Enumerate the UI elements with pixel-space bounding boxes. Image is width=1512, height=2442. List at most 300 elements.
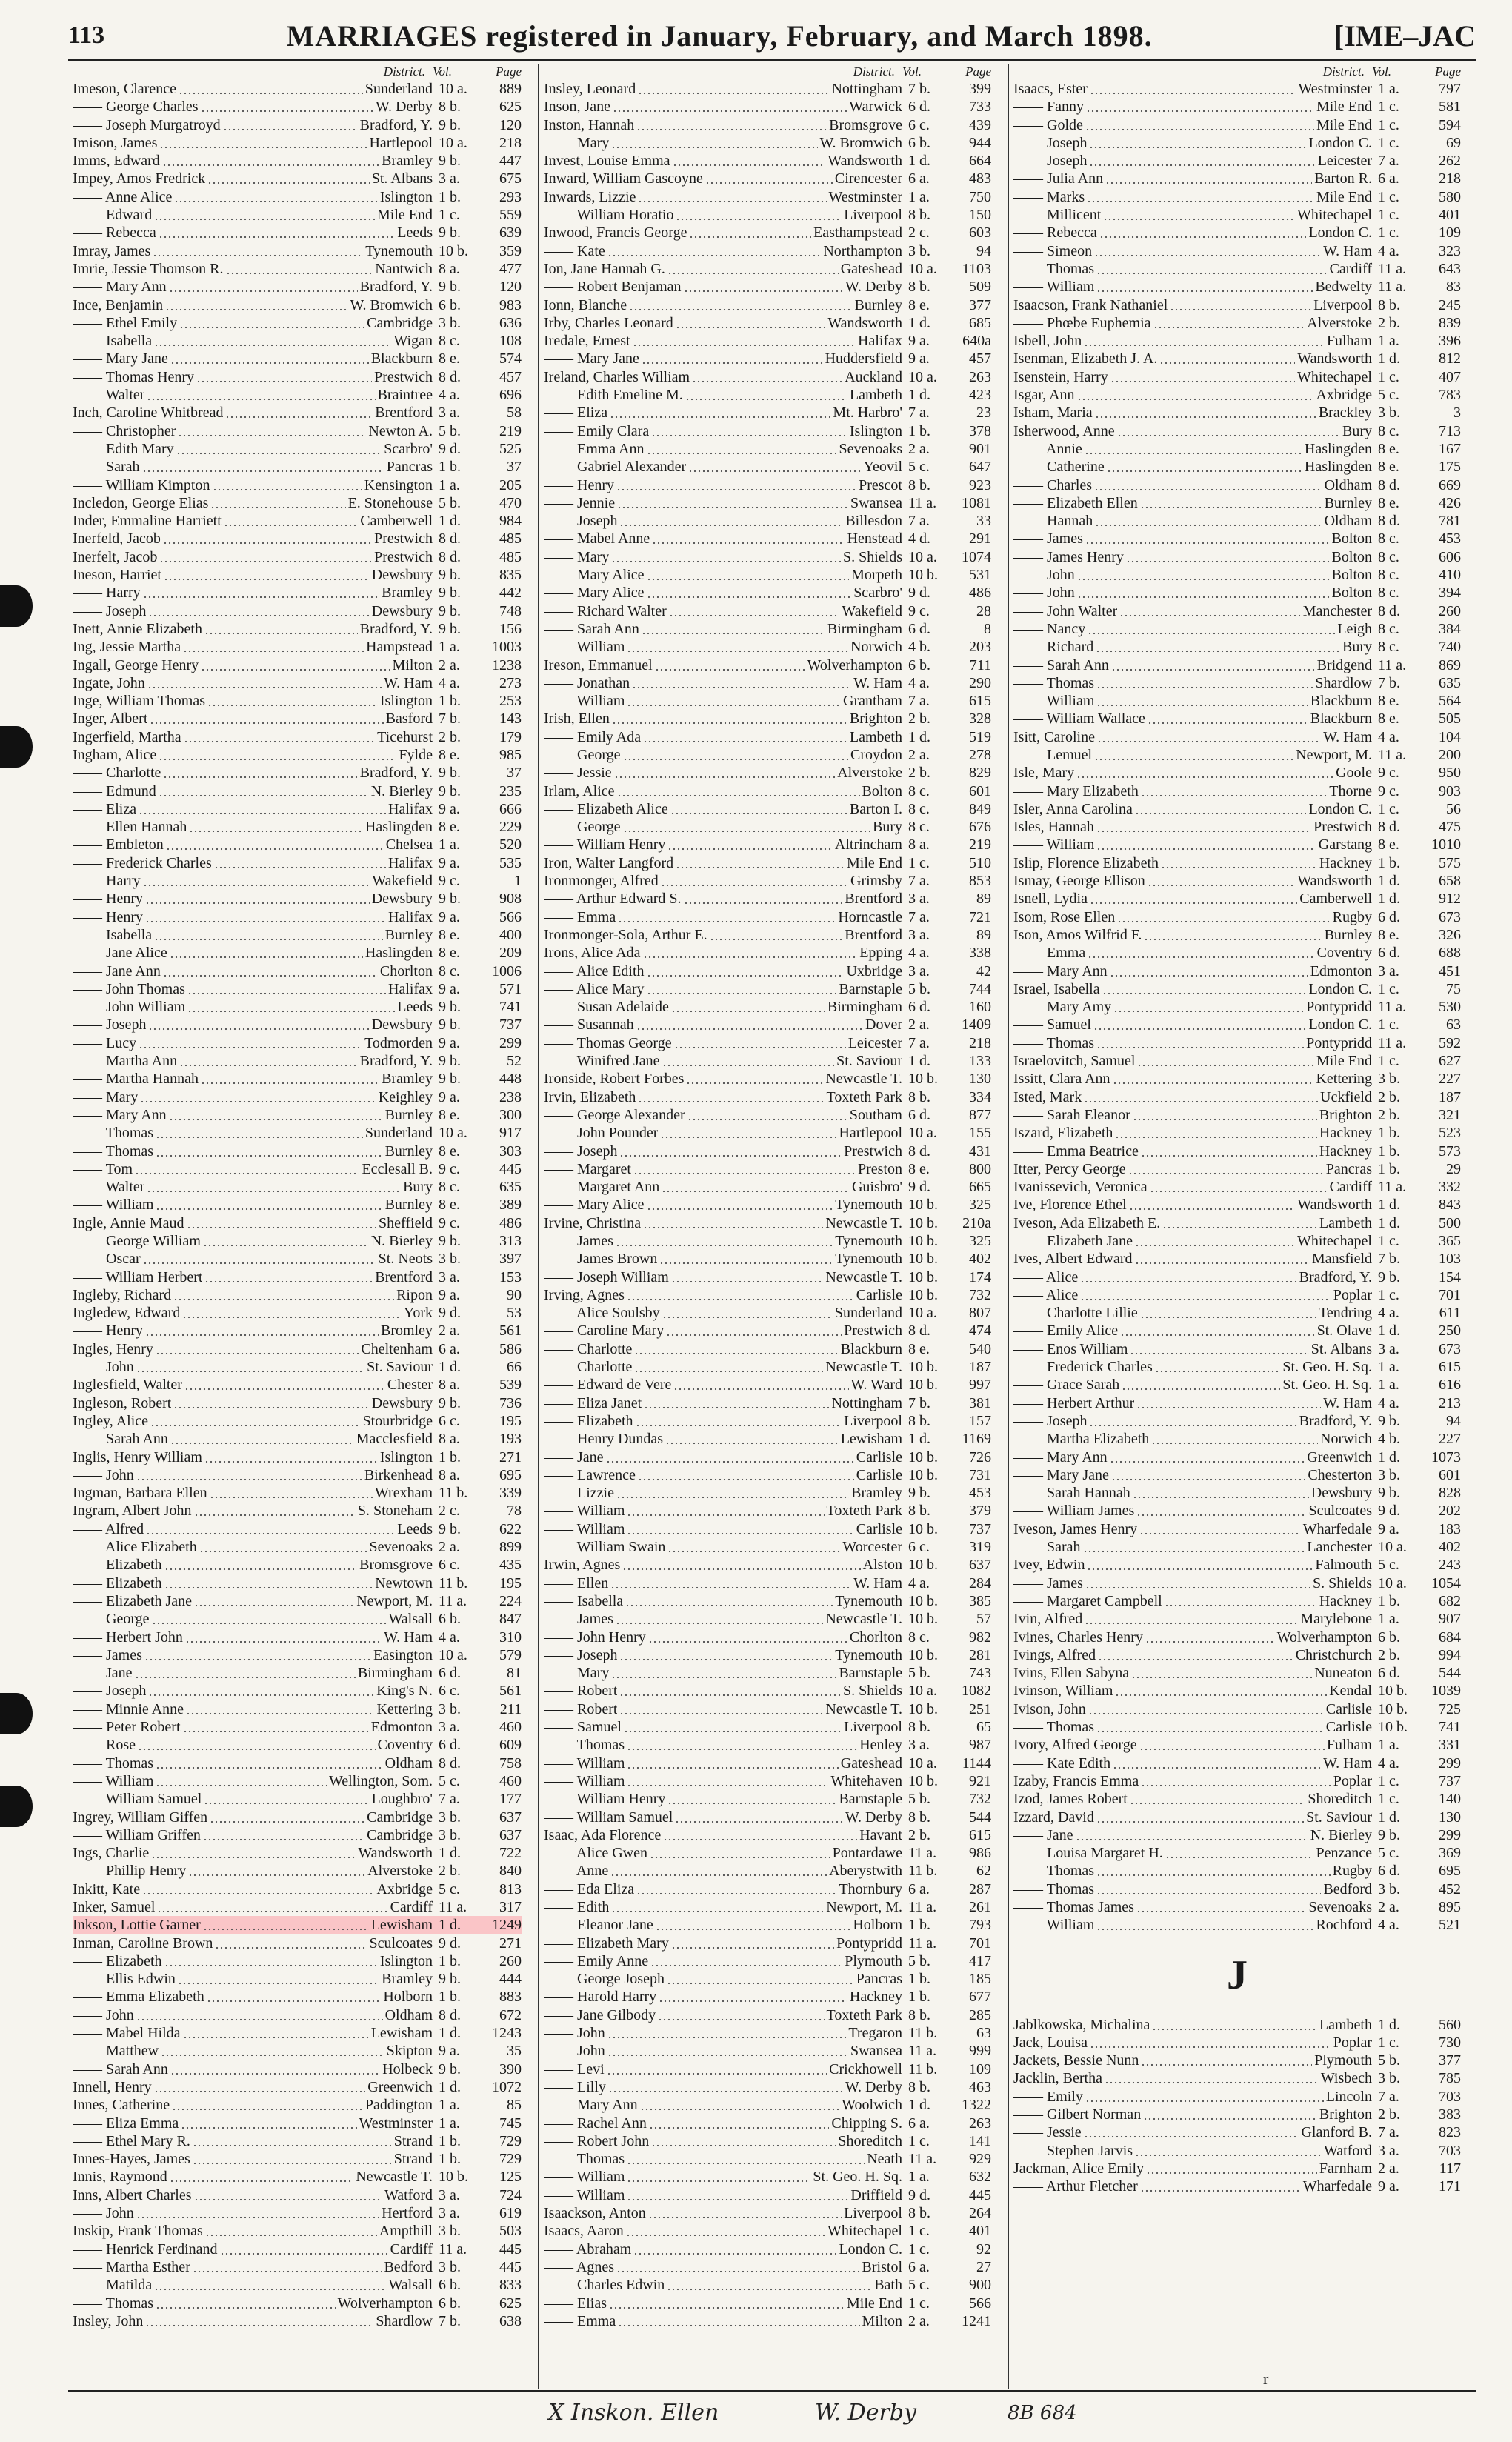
entry-volume: 1 d. [1378, 1214, 1400, 1231]
entry-page: 743 [969, 1665, 991, 1682]
page-number: 113 [68, 21, 105, 49]
entry-volume: 10 b. [908, 1520, 938, 1537]
entry-volume: 2 b. [908, 765, 930, 782]
entry-row [544, 890, 991, 908]
leader-dots [1113, 998, 1304, 1016]
entry-district: Cambridge [367, 1826, 433, 1843]
leader-dots [163, 530, 372, 548]
entry-district: Fulham [1326, 1737, 1372, 1754]
entry-name: —— Minnie Anne [73, 1700, 184, 1717]
entry-volume: 3 a. [439, 1268, 460, 1285]
entry-volume: 4 a. [439, 674, 460, 691]
entry-row [544, 224, 991, 242]
entry-page: 923 [969, 476, 991, 493]
leader-dots [159, 134, 367, 152]
entry-name: —— Alice Mary [544, 980, 645, 997]
entry-name: —— Thomas [1013, 260, 1095, 277]
entry-district: Birmingham [357, 1665, 433, 1682]
entry-volume: 3 b. [439, 1809, 461, 1826]
entry-district: York [403, 1305, 433, 1322]
entry-volume: 8 d. [439, 530, 461, 548]
entry-name: —— Levi [544, 2060, 605, 2077]
entry-name: —— Martha Elizabeth [1013, 1431, 1150, 1448]
entry-row [1013, 1736, 1461, 1754]
entry-page: 235 [499, 782, 522, 799]
entry-page: 684 [1439, 1628, 1461, 1646]
leader-dots [154, 926, 382, 944]
entry-row [73, 692, 522, 710]
entry-district: Auckland [845, 368, 902, 385]
entry-volume: 9 a. [439, 800, 460, 817]
entry-volume: 9 b. [439, 2060, 461, 2077]
entry-volume: 9 b. [439, 1520, 461, 1537]
entry-row [544, 1412, 991, 1430]
entry-name: —— William Kimpton [73, 476, 210, 493]
entry-volume: 6 c. [908, 116, 930, 133]
entry-row [1013, 170, 1461, 187]
entry-name: —— Mabel Anne [544, 530, 650, 548]
entry-list [1013, 80, 1461, 1934]
entry-name: Ivanissevich, Veronica [1013, 1179, 1148, 1196]
entry-row [73, 1484, 522, 1502]
entry-volume: 2 b. [1378, 314, 1400, 331]
entry-row [73, 908, 522, 926]
entry-page: 688 [1439, 945, 1461, 962]
entry-name: —— Emily [1013, 2088, 1083, 2105]
leader-dots [616, 1610, 823, 1628]
entry-page: 299 [499, 1034, 522, 1051]
entry-row [544, 1070, 991, 1088]
entry-district: Fylde [399, 746, 433, 763]
entry-page: 729 [499, 2132, 522, 2149]
entry-row [1013, 1412, 1461, 1430]
entry-row [73, 1124, 522, 1142]
entry-page: 1249 [492, 1917, 522, 1934]
entry-district: Brackley [1318, 405, 1372, 422]
entry-volume: 2 b. [439, 1863, 461, 1880]
entry-district: Hackney [849, 1989, 902, 2006]
page-heading: Page [1435, 64, 1461, 79]
leader-dots [154, 206, 375, 224]
entry-row [73, 836, 522, 854]
entry-district: Haslingden [364, 819, 433, 836]
leader-dots [675, 1809, 843, 1826]
entry-row [1013, 350, 1461, 367]
entry-page: 33 [976, 513, 991, 530]
entry-name: —— Eliza Emma [73, 2115, 179, 2132]
entry-volume: 3 b. [1378, 2070, 1400, 2087]
entry-name: Izod, James Robert [1013, 1791, 1128, 1808]
entry-page: 475 [1439, 819, 1461, 836]
entry-volume: 6 d. [1378, 1863, 1400, 1880]
entry-row [1013, 242, 1461, 260]
leader-dots [608, 2078, 843, 2096]
entry-volume: 10 b. [908, 1214, 938, 1231]
entry-row [1013, 1916, 1461, 1934]
entry-name: —— James [73, 1646, 142, 1663]
entry-district: Swansea [850, 494, 902, 511]
entry-name: Ironside, Robert Forbes [544, 1071, 685, 1088]
entry-volume: 3 b. [439, 1826, 461, 1843]
leader-dots [187, 1214, 377, 1232]
entry-district: Wolverhampton [807, 656, 902, 673]
leader-dots [1122, 1376, 1280, 1394]
entry-row [1013, 1682, 1461, 1700]
entry-row [73, 2042, 522, 2060]
entry-name: —— Elizabeth [73, 1574, 162, 1591]
entry-page: 56 [1446, 800, 1461, 817]
entry-name: Inker, Samuel [73, 1898, 156, 1915]
entry-district: Newcastle T. [825, 1700, 902, 1717]
entry-page: 732 [969, 1286, 991, 1303]
leader-dots [627, 2186, 848, 2204]
entry-volume: 9 b. [439, 765, 461, 782]
entry-name: —— William Samuel [544, 1809, 673, 1826]
entry-district: Hackney [1319, 1125, 1372, 1142]
leader-dots [170, 944, 363, 962]
entry-name: Ivinson, William [1013, 1683, 1113, 1700]
leader-dots [1085, 530, 1330, 548]
entry-name: —— Gabriel Alexander [544, 459, 687, 476]
entry-district: Kensington [364, 476, 433, 493]
leader-dots [610, 404, 830, 422]
leader-dots [1084, 332, 1325, 350]
entry-volume: 8 d. [908, 1323, 930, 1340]
entry-row [1013, 1520, 1461, 1538]
leader-dots [1159, 350, 1295, 367]
entry-volume: 9 b. [439, 1394, 461, 1411]
leader-dots [174, 188, 377, 206]
entry-volume: 8 c. [1378, 530, 1399, 548]
entry-volume: 2 a. [908, 440, 930, 457]
entry-row [1013, 746, 1461, 764]
entry-page: 423 [969, 387, 991, 404]
entry-page: 389 [499, 1197, 522, 1214]
entry-name: —— Charlotte [73, 765, 161, 782]
entry-page: 640a [962, 333, 991, 350]
entry-district: Ripon [396, 1286, 433, 1303]
entry-row [544, 1754, 991, 1772]
leader-dots [611, 1898, 824, 1916]
entry-district: Ticehurst [377, 728, 433, 745]
entry-volume: 8 d. [439, 2006, 461, 2023]
leader-dots [684, 890, 843, 908]
entry-name: Imison, James [73, 134, 158, 151]
entry-page: 615 [969, 1826, 991, 1843]
entry-district: Newcastle T. [825, 1214, 902, 1231]
entry-name: —— Golde [1013, 116, 1083, 133]
entry-district: Prescot [859, 476, 902, 493]
entry-page: 609 [499, 1737, 522, 1754]
entry-name: —— Nancy [1013, 620, 1086, 637]
column-header [1013, 64, 1461, 80]
entry-page: 695 [1439, 1863, 1461, 1880]
leader-dots [163, 962, 378, 980]
entry-name: —— Edward [73, 207, 153, 224]
entry-name: —— Rebecca [73, 224, 156, 242]
entry-volume: 8 d. [1378, 513, 1400, 530]
entry-volume: 3 a. [1378, 962, 1399, 979]
entry-district: Leicester [847, 1034, 902, 1051]
entry-row [544, 440, 991, 458]
entry-name: —— Emily Anne [544, 1952, 649, 1969]
entry-district: Islington [849, 422, 902, 439]
leader-dots [173, 1286, 394, 1304]
entry-volume: 9 b. [439, 1017, 461, 1034]
entry-district: Kendal [1329, 1683, 1372, 1700]
entry-page: 483 [969, 170, 991, 187]
entry-name: Innis, Raymond [73, 2169, 167, 2186]
entry-name: —— William Horatio [544, 207, 674, 224]
entry-volume: 2 a. [439, 1323, 460, 1340]
leader-dots [1117, 908, 1330, 926]
entry-name: —— Sarah Ann [73, 2060, 168, 2077]
entry-volume: 6 c. [439, 1683, 460, 1700]
leader-dots [205, 2222, 377, 2240]
entry-district: Cheltenham [361, 1340, 433, 1357]
entry-row [1013, 890, 1461, 908]
leader-dots [194, 1502, 356, 1520]
entry-row [1013, 206, 1461, 224]
entry-name: —— Jane [73, 1665, 133, 1682]
entry-district: Toxteth Park [826, 1088, 902, 1105]
entry-volume: 1 a. [1378, 81, 1399, 97]
entry-row [544, 1790, 991, 1808]
entry-district: Oldham [1324, 513, 1372, 530]
leader-dots [1096, 1718, 1324, 1736]
entry-name: —— Thomas [73, 1754, 154, 1771]
entry-row [544, 1394, 991, 1412]
leader-dots [146, 1520, 395, 1538]
entry-volume: 2 c. [439, 1503, 460, 1520]
leader-dots [1094, 476, 1322, 494]
entry-page: 262 [1439, 153, 1461, 170]
entry-row [544, 1556, 991, 1574]
entry-row [73, 1322, 522, 1340]
entry-name: Ive, Florence Ethel [1013, 1197, 1127, 1214]
entry-page: 635 [499, 1179, 522, 1196]
entry-volume: 2 a. [908, 2312, 930, 2329]
entry-page: 445 [969, 2186, 991, 2203]
entry-volume: 2 a. [908, 746, 930, 763]
entry-page: 442 [499, 585, 522, 602]
entry-volume: 8 e. [908, 296, 930, 313]
leader-dots [617, 782, 860, 800]
leader-dots [636, 1412, 842, 1430]
leader-dots [136, 1466, 362, 1484]
leader-dots [170, 2168, 354, 2186]
leader-dots [162, 152, 379, 170]
entry-page: 638 [499, 2312, 522, 2329]
entry-name: Ivory, Alfred George [1013, 1737, 1137, 1754]
entry-name: Inskip, Frank Thomas [73, 2223, 203, 2240]
entry-district: Wigan [393, 333, 433, 350]
entry-name: —— Elizabeth Mary [544, 1934, 669, 1952]
entry-row [1013, 1106, 1461, 1124]
entry-page: 696 [499, 387, 522, 404]
leader-dots [1126, 548, 1330, 566]
entry-name: —— Samuel [544, 1719, 622, 1736]
entry-volume: 9 d. [908, 585, 930, 602]
entry-volume: 8 b. [908, 2078, 930, 2095]
entry-row [1013, 152, 1461, 170]
entry-district: Norwich [1320, 1431, 1372, 1448]
entry-district: Henstead [847, 530, 902, 548]
entry-page: 889 [499, 81, 522, 97]
entry-name: —— Emma [544, 908, 616, 925]
entry-volume: 4 a. [908, 1574, 930, 1591]
entry-name: —— Mary [544, 1665, 610, 1682]
leader-dots [607, 2024, 847, 2042]
entry-name: —— Isabella [544, 1592, 624, 1609]
leader-dots [226, 260, 373, 278]
leader-dots [1165, 1592, 1317, 1610]
entry-row [73, 1862, 522, 1880]
entry-page: 544 [969, 1809, 991, 1826]
entry-row [544, 854, 991, 872]
entry-volume: 1 c. [1378, 1791, 1399, 1808]
entry-volume: 1 d. [439, 1917, 461, 1934]
leader-dots [179, 80, 363, 98]
entry-page: 899 [499, 1539, 522, 1556]
entry-district: Aberystwith [829, 1863, 902, 1880]
leader-dots [142, 1880, 374, 1898]
entry-row [544, 386, 991, 404]
entry-row [73, 494, 522, 512]
entry-page: 731 [969, 1466, 991, 1483]
entry-row [73, 1142, 522, 1160]
leader-dots [193, 2150, 392, 2168]
entry-row [1013, 422, 1461, 440]
entry-district: Whitechapel [1296, 207, 1372, 224]
entry-volume: 11 a. [439, 1592, 467, 1609]
entry-volume: 9 a. [439, 854, 460, 871]
entry-row [544, 242, 991, 260]
entry-district: Brighton [849, 711, 902, 728]
entry-name: —— Harold Harry [544, 1989, 657, 2006]
entry-district: Bolton [1331, 585, 1372, 602]
leader-dots [1099, 224, 1307, 242]
entry-page: 812 [1439, 350, 1461, 367]
index-column-1 [68, 64, 526, 2389]
entry-district: Ecclesall B. [362, 1160, 433, 1177]
entry-page: 75 [1446, 980, 1461, 997]
entry-district: Bramley [382, 1971, 433, 1988]
entry-district: Newport, M. [356, 1592, 433, 1609]
entry-page: 737 [969, 1520, 991, 1537]
entry-name: —— Henry [544, 476, 614, 493]
entry-name: —— William [544, 693, 625, 710]
entry-row [544, 296, 991, 314]
entry-volume: 8 e. [1378, 711, 1399, 728]
entry-district: Burnley [384, 1106, 433, 1123]
entry-district: Pancras [1325, 1160, 1372, 1177]
entry-district: Liverpool [844, 207, 902, 224]
entry-row [73, 1070, 522, 1088]
entry-name: Inett, Annie Elizabeth [73, 620, 202, 637]
entry-volume: 4 b. [908, 639, 930, 656]
entry-district: Yeovil [863, 459, 902, 476]
entry-district: Hertford [382, 2205, 433, 2222]
entry-page: 573 [1439, 1142, 1461, 1160]
entry-row [73, 1358, 522, 1376]
entry-name: Ireland, Charles William [544, 368, 690, 385]
entry-page: 227 [1439, 1071, 1461, 1088]
entry-row [73, 1106, 522, 1124]
entry-row [1013, 296, 1461, 314]
entry-district: Tynemouth [835, 1197, 902, 1214]
entry-name: Isaacs, Aaron [544, 2223, 624, 2240]
entry-row [1013, 962, 1461, 980]
entry-name: —— Mary Jane [1013, 1466, 1109, 1483]
entry-name: Irish, Ellen [544, 711, 610, 728]
entry-name: —— James Brown [544, 1251, 658, 1268]
leader-dots [207, 692, 378, 710]
entry-district: Hampstead [366, 639, 433, 656]
entry-district: N. Bierley [370, 1233, 433, 1249]
entry-row [544, 188, 991, 206]
entry-volume: 9 d. [439, 1934, 461, 1952]
entry-name: —— Thomas [1013, 1034, 1095, 1051]
entry-name: —— Henry [73, 1323, 143, 1340]
entry-row [1013, 1322, 1461, 1340]
entry-page: 157 [969, 1412, 991, 1429]
entry-volume: 10 a. [908, 1125, 937, 1142]
entry-page: 62 [976, 1863, 991, 1880]
leader-dots [223, 116, 358, 134]
entry-volume: 3 b. [439, 1251, 461, 1268]
entry-page: 1073 [1431, 1448, 1461, 1465]
entry-name: —— Mary Ann [73, 1106, 167, 1123]
entry-district: Brighton [1319, 1106, 1372, 1123]
entry-row [73, 2295, 522, 2312]
leader-dots [210, 1809, 364, 1826]
leader-dots [685, 386, 847, 404]
entry-district: Lanchester [1307, 1539, 1372, 1556]
entry-district: St. Saviour [836, 1053, 902, 1070]
leader-dots [661, 872, 848, 890]
entry-district: Bolton [862, 782, 902, 799]
entry-district: W. Ham [1323, 1754, 1372, 1771]
entry-page: 66 [507, 1359, 522, 1376]
entry-district: Lincoln [1325, 2088, 1372, 2105]
entry-volume: 1 d. [908, 2097, 930, 2114]
leader-dots [147, 1178, 401, 1196]
entry-district: Sculcoates [1308, 1503, 1372, 1520]
entry-name: —— Elias [544, 2295, 607, 2312]
entry-page: 453 [969, 1485, 991, 1502]
leader-dots [135, 1160, 359, 1178]
entry-volume: 6 a. [908, 1880, 930, 1897]
entry-row [1013, 1052, 1461, 1070]
entry-row [544, 170, 991, 187]
entry-row [1013, 2177, 1461, 2195]
entry-district: Carlisle [1325, 1719, 1372, 1736]
entry-district: Plymouth [1314, 2052, 1372, 2069]
entry-row [1013, 782, 1461, 800]
entry-volume: 3 a. [908, 891, 930, 908]
entry-name: —— George [544, 746, 621, 763]
leader-dots [170, 350, 369, 367]
entry-district: Westminster [828, 188, 902, 205]
leader-dots [1141, 2052, 1312, 2069]
entry-row [544, 314, 991, 332]
leader-dots [612, 710, 847, 728]
entry-volume: 3 a. [1378, 2142, 1399, 2159]
entry-page: 750 [969, 188, 991, 205]
entry-page: 313 [499, 1233, 522, 1249]
entry-page: 984 [499, 513, 522, 530]
